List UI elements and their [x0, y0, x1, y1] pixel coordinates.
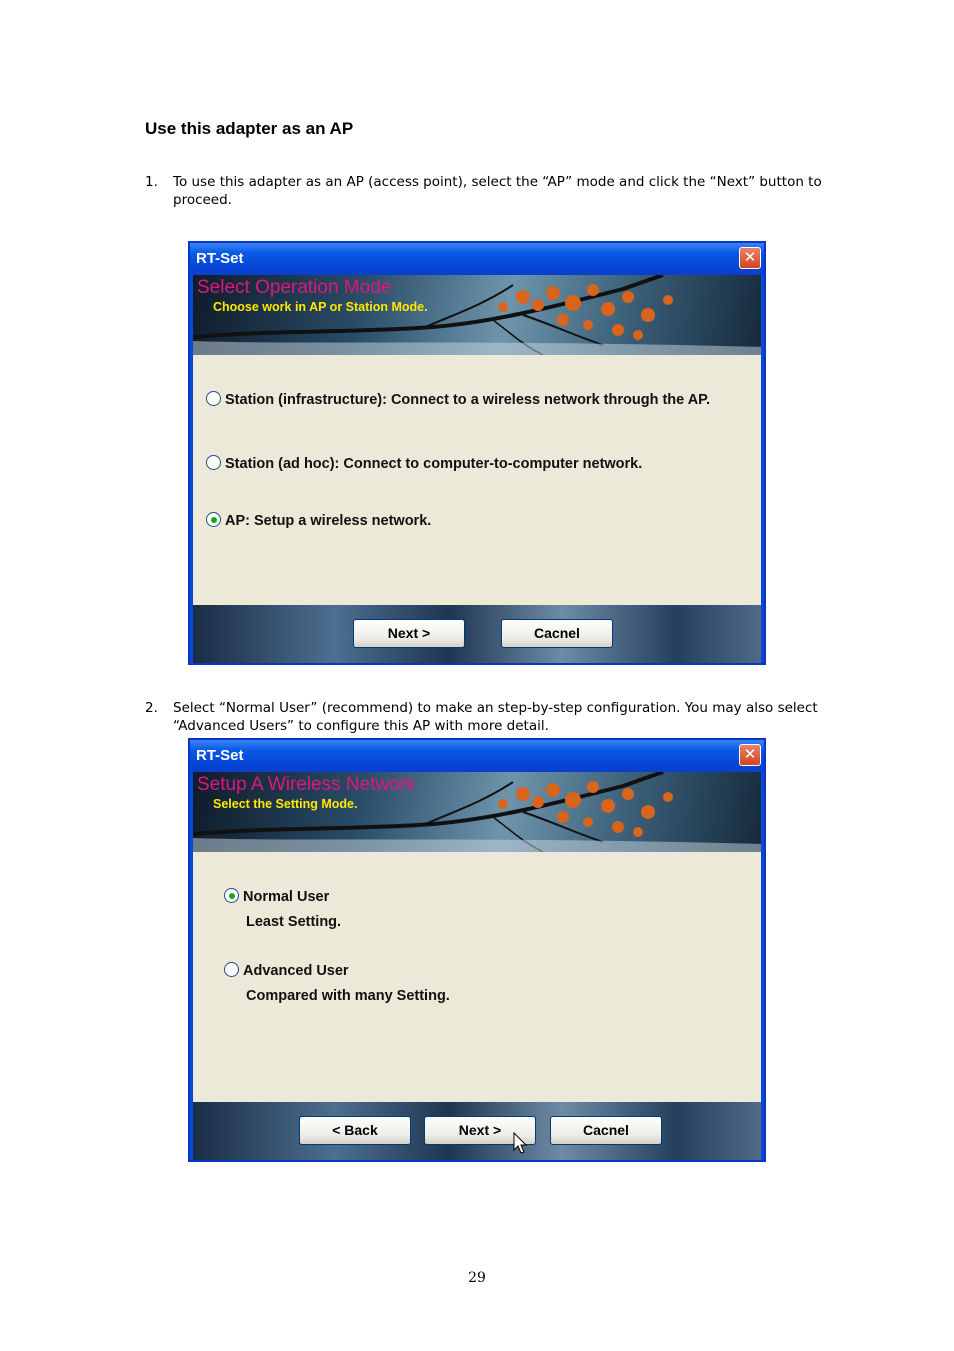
radio-ap[interactable]	[206, 512, 431, 529]
step-1-text: To use this adapter as an AP (access point), select the “AP” mode and click the “Next” button to proceed.	[173, 174, 822, 208]
banner-subtitle: Select the Setting Mode.	[213, 797, 358, 811]
radio-selected-icon	[224, 888, 239, 903]
window-title: RT-Set	[196, 250, 244, 267]
title-bar	[190, 740, 764, 772]
option-description: Least Setting.	[246, 914, 342, 930]
dialog-footer	[193, 1102, 761, 1160]
next-button[interactable]: Next >	[424, 1116, 536, 1145]
radio-station-infrastructure[interactable]	[206, 391, 710, 408]
radio-selected-icon	[206, 512, 221, 527]
banner-subtitle: Choose work in AP or Station Mode.	[213, 300, 428, 314]
banner-title: Setup A Wireless Network	[197, 774, 416, 795]
next-button[interactable]: Next >	[353, 619, 465, 648]
option-label: Station (ad hoc): Connect to computer-to-computer network.	[225, 456, 643, 472]
setup-wireless-dialog	[188, 738, 766, 1162]
radio-normal-user[interactable]	[224, 888, 329, 905]
step-2-text: Select “Normal User” (recommend) to make an step-by-step configuration. You may also select “Advanced Users” to configure this AP with more detail.	[173, 700, 818, 734]
step-2-number: 2.	[145, 700, 158, 716]
radio-advanced-user[interactable]	[224, 962, 349, 979]
option-label: Normal User	[243, 889, 330, 905]
step-1-number: 1.	[145, 174, 158, 190]
banner	[193, 275, 761, 355]
window-title: RT-Set	[196, 747, 244, 764]
option-description: Compared with many Setting.	[246, 988, 450, 1004]
radio-circle-icon	[206, 391, 221, 406]
close-button[interactable]: ✕	[739, 744, 761, 766]
title-bar	[190, 243, 764, 275]
radio-circle-icon	[206, 455, 221, 470]
dialog-body	[193, 355, 761, 605]
banner-title: Select Operation Mode	[197, 277, 392, 298]
cancel-button[interactable]: Cacnel	[501, 619, 613, 648]
option-label: Station (infrastructure): Connect to a wireless network through the AP.	[225, 392, 710, 408]
close-button[interactable]: ✕	[739, 247, 761, 269]
mouse-cursor-icon	[513, 1132, 529, 1156]
operation-mode-dialog	[188, 241, 766, 665]
dialog-body	[193, 852, 761, 1102]
banner	[193, 772, 761, 852]
section-heading: Use this adapter as an AP	[145, 119, 354, 138]
option-label: Advanced User	[243, 963, 349, 979]
step-2	[145, 699, 825, 735]
radio-circle-icon	[224, 962, 239, 977]
page-number: 29	[468, 1270, 486, 1286]
dialog-footer	[193, 605, 761, 663]
back-button[interactable]: < Back	[299, 1116, 411, 1145]
option-label: AP: Setup a wireless network.	[225, 513, 432, 529]
cancel-button[interactable]: Cacnel	[550, 1116, 662, 1145]
step-1	[145, 173, 825, 209]
radio-station-adhoc[interactable]	[206, 455, 642, 472]
